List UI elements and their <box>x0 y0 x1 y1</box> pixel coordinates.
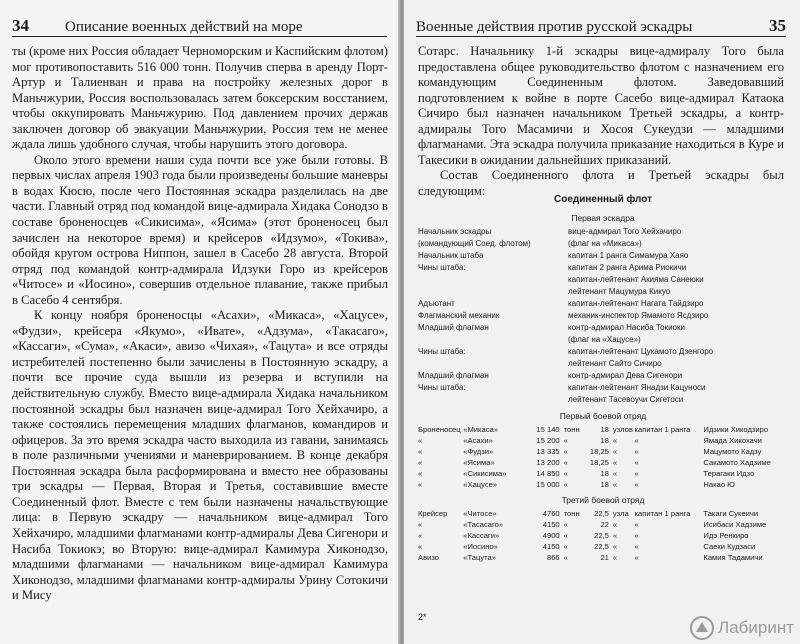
squadron-role: Младший флагман <box>418 323 489 332</box>
speed-unit: « <box>612 469 618 478</box>
right-paragraph-1: Сотарс. Начальнику 1-й эскадры вице-адмиралу Того была предоставлена общее руководительство флотом с назначением его командующим Соединенным флотом. Заведовавший подготовлением к войне в порте Сасебо вице-адмирал Катаока Сичиро был назначен начальником Третьей эскадры, а контр-адмиралы Того Масамичи и Хосоя Сукеудзи — младшими флагманами. Эта эскадра получила приказание находиться в Куре и Такесики в ожидании дальнейших приказаний. <box>418 44 784 167</box>
squadron-officer: лейтенант Тасевоучи Сигетоси <box>568 395 684 404</box>
tonnage-unit: « <box>563 553 568 562</box>
right-page-number: 35 <box>769 16 786 35</box>
squadron-row <box>418 382 788 394</box>
labyrint-logo-icon <box>690 616 714 640</box>
commander-rank: « <box>634 531 639 540</box>
ship-name: «Ясима» <box>463 458 495 467</box>
speed-unit: « <box>612 436 618 445</box>
detachment1-title: Первый боевой отряд <box>559 411 647 421</box>
squadron-officer: контр-адмирал Насиба Токиоки <box>568 323 685 332</box>
squadron-role: Флагманский механик <box>418 311 500 320</box>
ship-type: « <box>418 480 423 489</box>
detachment3-table <box>418 508 788 563</box>
squadron-officer: механик-инспектор Ямамото Ясдзиро <box>568 311 709 320</box>
tonnage-unit: « <box>563 436 568 445</box>
squadron-row <box>418 394 788 406</box>
left-body-text <box>12 44 388 604</box>
ship-tonnage: 14 850 <box>536 469 560 478</box>
commander-rank: « <box>634 458 639 467</box>
speed-unit: « <box>612 531 618 540</box>
ship-tonnage: 13 335 <box>536 447 560 456</box>
ship-speed: 22 <box>600 520 609 529</box>
squadron-role: Младший флагман <box>418 371 489 380</box>
ship-type: Авизо <box>418 553 439 562</box>
squadron-officer: капитан-лейтенант Акияма Санеюки <box>568 275 704 284</box>
tonnage-unit: « <box>563 520 568 529</box>
commander-rank: « <box>634 436 639 445</box>
ship-tonnage: 4150 <box>542 520 560 529</box>
squadron-role <box>418 358 568 370</box>
speed-unit: « <box>612 458 618 467</box>
commander-rank: « <box>634 542 639 551</box>
ship-name: «Сикисима» <box>463 469 507 478</box>
ship-name: «Читосе» <box>463 509 497 518</box>
ship-row <box>418 508 788 519</box>
ship-speed: 18 <box>600 469 609 478</box>
ship-type: Броненосец <box>418 425 461 434</box>
ship-name: «Тасасаго» <box>463 520 504 529</box>
squadron-officer: контр-адмирал Дева Сигенори <box>568 371 683 380</box>
squadron-role <box>418 394 568 406</box>
squadron-officer: капитан-лейтенант Нагата Тайдзиро <box>568 299 704 308</box>
ship-type: « <box>418 469 423 478</box>
squadron-row <box>418 286 788 298</box>
detachment3-title: Третий боевой отряд <box>561 495 645 505</box>
tonnage-unit: тонн <box>563 509 580 518</box>
ship-tonnage: 4760 <box>542 509 560 518</box>
ship-row <box>418 435 788 446</box>
commander-rank: « <box>634 553 639 562</box>
commander-rank: капитан 1 ранга <box>634 425 691 434</box>
ship-speed: 22,5 <box>594 531 609 540</box>
right-page <box>404 0 800 644</box>
tonnage-unit: « <box>563 542 568 551</box>
right-body-text <box>418 44 784 199</box>
ship-type: « <box>418 520 423 529</box>
squadron-row <box>418 250 788 262</box>
ship-type: « <box>418 531 423 540</box>
speed-unit: « <box>612 520 618 529</box>
squadron-officer: капитан 1 ранга Симамура Хаяо <box>568 251 689 260</box>
ship-name: «Тацута» <box>463 553 496 562</box>
squadron-role: Начальник эскадры <box>418 227 492 236</box>
squadron-officer: капитан 2 ранга Арима Риокичи <box>568 263 687 272</box>
commander-name: Накао Ю <box>703 480 735 489</box>
left-paragraph-2: Около этого времени наши суда почти все уже были готовы. В первых числах апреля 1903 года были произведены большие маневры в водах Кюсю, после чего Постоянная эскадра разделилась на две части. Главный отряд под командой вице-адмирала Хидака Сонодзо в составе броненосцев «Сикисима», «Ясима» (этот броненосец был зачислен на некоторое время) и крейсеров «Идзумо», «Токива», обойдя кругом острова Ниппон, зашел в Сасебо 28 августа. Второй отряд под командой контр-адмирала Идзуки Горо из крейсеров «Читосе» и «Иосино», совершив отдельное плавание, также прибыл в Сасебо 4 сентября. <box>12 152 388 307</box>
left-paragraph-3: К концу ноября броненосцы «Асахи», «Микаса», «Хацусе», «Фудзи», крейсера «Якумо», «Ивате», «Адзума», «Такасаго», «Кассаги», «Сума», «Акаси», авизо «Чихая», «Тацута» и все отряды истребителей постепенно были зачислены в Постоянную эскадру, а почти все прочие суда вышли из резерва и вступили на действительную службу. Вместо вице-адмирала Хидака начальником постоянной эскадры был назначен вице-адмирал Того Хейхачиро, а также состоялись перемещения младших флагманов, командиров и офицеров. За это время эскадра часто выходила из гавани, занимаясь в поле различными учениями и маневрированием. В конце декабря Постоянная эскадра была расформирована и вместо нее образованы три эскадры — Первая, Вторая и Третья, составившие вместе Соединенный флот. Вместе с тем были назначены начальствующие лица: в Первую эскадру — начальником вице-адмирал Того Хейхачиро, младшими флагманами контр-адмиралы Дева Сигенори и Насиба Токиокэ; во Вторую: вице-адмирал Камимура Хиконодзо, младшими флагманами — начальником вице-адмирал Камимура Хиконодзо, младшими флагманами контр-адмиралы Урину Сотокичи и Мису <box>12 308 388 603</box>
commander-name: Идзики Хикодзиро <box>703 425 769 434</box>
ship-speed: 18 <box>600 436 609 445</box>
left-page-number: 34 <box>12 16 29 35</box>
tonnage-unit: « <box>563 447 568 456</box>
ship-row <box>418 468 788 479</box>
first-squadron-list <box>418 226 788 406</box>
commander-name: Терагаки Идзо <box>703 469 755 478</box>
squadron-role: Начальник штаба <box>418 251 484 260</box>
fleet-tables <box>418 192 788 563</box>
right-page-header <box>416 8 786 37</box>
ship-speed: 18,25 <box>589 447 609 456</box>
squadron-row <box>418 358 788 370</box>
squadron-officer: (флаг на «Микаса») <box>568 239 642 248</box>
commander-name: Камия Тадамичи <box>703 553 763 562</box>
squadron-row <box>418 310 788 322</box>
commander-rank: « <box>634 480 639 489</box>
ship-name: «Микаса» <box>463 425 498 434</box>
speed-unit: узлов <box>612 425 633 434</box>
ship-tonnage: 15 140 <box>536 425 560 434</box>
watermark <box>690 616 794 640</box>
squadron-role: Чины штаба: <box>418 263 466 272</box>
squadron-officer: лейтенант Сайто Сичиро <box>568 359 662 368</box>
left-running-head: Описание военных действий на море <box>65 19 303 35</box>
squadron-row <box>418 346 788 358</box>
right-running-head: Военные действия против русской эскадры <box>416 19 693 35</box>
tonnage-unit: « <box>563 458 568 467</box>
ship-tonnage: 4900 <box>542 531 560 540</box>
commander-name: Ямада Хикохачи <box>703 436 762 445</box>
ship-row <box>418 552 788 563</box>
commander-name: Исибаси Хадзиме <box>703 520 767 529</box>
ship-row <box>418 530 788 541</box>
speed-unit: « <box>612 553 618 562</box>
ship-name: «Фудзи» <box>463 447 494 456</box>
ship-type: « <box>418 447 423 456</box>
commander-name: Сакамото Хадзиме <box>703 458 771 467</box>
ship-name: «Асахи» <box>463 436 493 445</box>
squadron-row <box>418 370 788 382</box>
speed-unit: « <box>612 447 618 456</box>
ship-row <box>418 479 788 490</box>
ship-tonnage: 866 <box>546 553 560 562</box>
ship-row <box>418 446 788 457</box>
squadron-row <box>418 322 788 334</box>
squadron-row <box>418 226 788 238</box>
commander-rank: « <box>634 520 639 529</box>
ship-speed: 21 <box>600 553 609 562</box>
tonnage-unit: « <box>563 531 568 540</box>
commander-name: Саеки Кудзаси <box>703 542 756 551</box>
watermark-text: Лабиринт <box>718 618 794 637</box>
ship-speed: 18 <box>600 425 609 434</box>
right-paragraph-2: Состав Соединенного флота и Третьей эскадры был следующим: <box>418 168 784 198</box>
tonnage-unit: « <box>563 469 568 478</box>
ship-speed: 18 <box>600 480 609 489</box>
speed-unit: « <box>612 480 618 489</box>
left-page-header <box>12 8 387 37</box>
commander-name: Идэ Ренкиро <box>703 531 749 540</box>
commander-rank: капитан 1 ранга <box>634 509 691 518</box>
squadron-role: Чины штаба: <box>418 347 466 356</box>
signature-mark: 2* <box>418 612 427 622</box>
ship-row <box>418 424 788 435</box>
ship-type: « <box>418 436 423 445</box>
squadron-role: Адъютант <box>418 299 455 308</box>
squadron-officer: (флаг на «Хацусе») <box>568 335 641 344</box>
squadron-officer: вице-адмирал Того Хейхачиро <box>568 227 682 236</box>
squadron-role <box>418 334 568 346</box>
ship-speed: 18,25 <box>589 458 609 467</box>
speed-unit: узла <box>612 509 629 518</box>
squadron-officer: капитан-лейтенант Янадзи Кацуноси <box>568 383 706 392</box>
ship-type: Крейсер <box>418 509 448 518</box>
squadron-role: (командующий Соед. флотом) <box>418 239 531 248</box>
speed-unit: « <box>612 542 618 551</box>
left-paragraph-1: ты (кроме них Россия обладает Черноморским и Каспийским флотом) мог противопоставить 516 000 тонн. Получив сперва в аренду Порт-Артур и Талиенван и права на постройку железных дорог в Маньчжурии, Россия воспользовалась затем боксерским восстанием, чтобы оккупировать Маньчжурию. Под давлением прочих держав заключен договор об эвакуации Маньчжурии, Россия тем не менее ждала лишь удобного случая, чтобы нарушить этого договора. <box>12 44 388 152</box>
ship-name: «Кассаги» <box>463 531 500 540</box>
ship-row <box>418 457 788 468</box>
squadron-officer: капитан-лейтенант Цукамото Дзенгоро <box>568 347 714 356</box>
ship-tonnage: 4150 <box>542 542 560 551</box>
detachment1-table <box>418 424 788 490</box>
ship-name: «Иосино» <box>463 542 498 551</box>
squadron-role <box>418 274 568 286</box>
squadron-row <box>418 238 788 250</box>
squadron-row <box>418 334 788 346</box>
squadron-role: Чины штаба: <box>418 383 466 392</box>
ship-type: « <box>418 458 423 467</box>
ship-row <box>418 519 788 530</box>
ship-tonnage: 15 000 <box>536 480 560 489</box>
squadron-row <box>418 262 788 274</box>
ship-type: « <box>418 542 423 551</box>
ship-name: «Хацусе» <box>463 480 498 489</box>
squadron-role <box>418 286 568 298</box>
commander-rank: « <box>634 469 639 478</box>
squadron-row <box>418 274 788 286</box>
ship-row <box>418 541 788 552</box>
tonnage-unit: « <box>563 480 568 489</box>
first-squadron-title: Первая эскадра <box>571 213 635 223</box>
ship-tonnage: 15 200 <box>536 436 560 445</box>
fleet-title: Соединенный флот <box>553 194 652 205</box>
tonnage-unit: тонн <box>563 425 580 434</box>
squadron-row <box>418 298 788 310</box>
ship-speed: 22,5 <box>594 542 609 551</box>
commander-rank: « <box>634 447 639 456</box>
commander-name: Такаги Сукеичи <box>703 509 759 518</box>
ship-speed: 22,5 <box>594 509 609 518</box>
ship-tonnage: 13 200 <box>536 458 560 467</box>
commander-name: Мацумото Кадзу <box>703 447 762 456</box>
squadron-officer: лейтенант Мацумура Кикуо <box>568 287 671 296</box>
